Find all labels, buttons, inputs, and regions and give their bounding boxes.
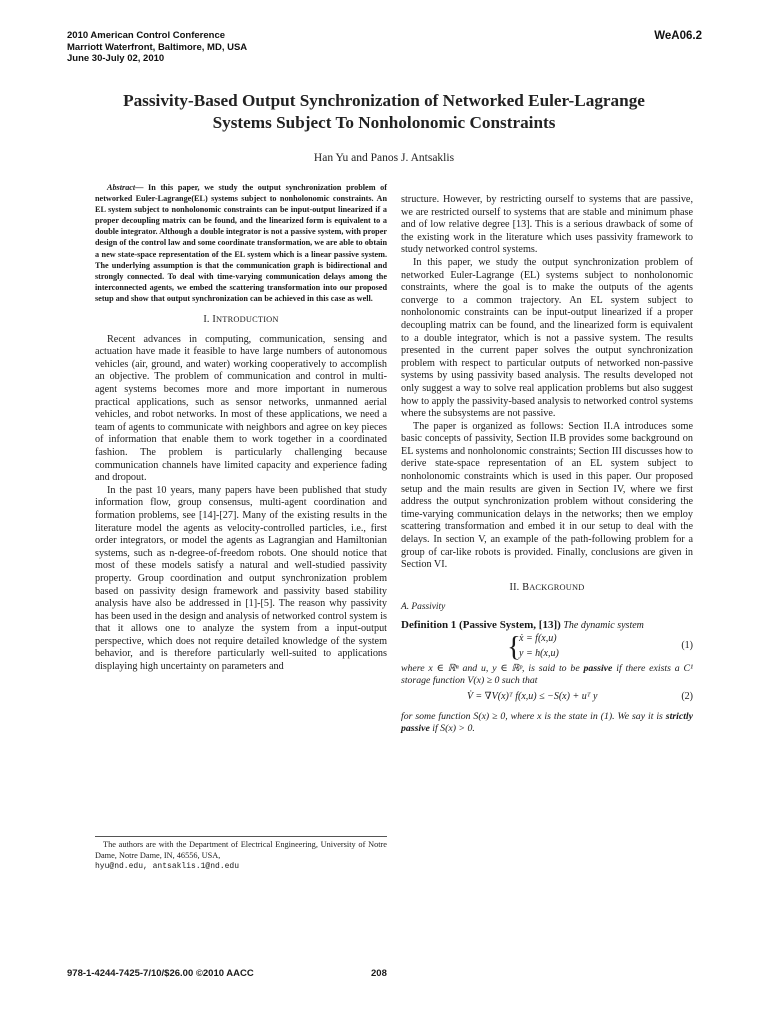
intro-paragraph-4: In this paper, we study the output synchronization problem of networked Euler-Lagrange (EL) systems subject to nonholonomic constraints, where the goal is to make the outputs of the agents converge to a common trajectory. An EL system subject to nonholonomic constraints can be input-output linearized if a proper decoupling matrix can be found, and the linearized form is equivalent to a double integrator, which is not a passive system. The results presented in the current paper solves the output synchronization problem with respect to particular outputs of networked non-passive systems by using passivity based analysis. The results developed not only suggest a way to solve real application problems but also suggest how to apply the passivity-based analysis to networked control systems where the subsystems are not passive. [401,256,693,420]
definition-1 [401,618,693,633]
title-line-2: Systems Subject To Nonholonomic Constraints [212,113,556,132]
equation-2 [401,691,693,707]
section-heading-introduction [95,314,387,327]
page-number: 208 [371,968,387,979]
equation-2-body: V̇ = ∇V(x)ᵀ f(x,u) ≤ −S(x) + uᵀ y [467,691,598,702]
equation-1 [401,630,693,663]
passivity-condition [401,663,693,687]
definition-label: Definition 1 (Passive System, [13]) [401,619,561,631]
equation-1-line-1: ẋ = f(x,u) [519,632,557,644]
section-numeral: II. [509,581,520,593]
section-heading-background [401,582,693,595]
intro-paragraph-3: structure. However, by restricting ourself to systems that are passive, we are restricted ourself to systems that are stable and minimum phase and of low relative degree [13]. This is a serious drawback of some of the existing work in the literature which uses passivity framework to study networked control systems. [401,194,693,256]
intro-paragraph-5: The paper is organized as follows: Section II.A introduces some basic concepts of passivity, Section II.B provides some background on EL systems and nonholonomic constraints; Section III discusses how to derive state-space representation of an EL system subject to nonholonomic constraints which is used in this paper. Our proposed setup and the main results are given in Section IV, where we first address the output synchronization problem without considering the time-varying communication delays in the networks; then we employ scattering transformation and embed it in our setup to deal with the delays. In section V, an example of the path-following problem for a group of car-like robots is provided. Finally, conclusions are given in Section VI. [401,420,693,571]
author-list: Han Yu and Panos J. Antsaklis [313,152,455,164]
equation-1-line-2: y = h(x,u) [519,647,559,659]
condition-text-a: where x ∈ ℝⁿ and u, y ∈ ℝᵖ, is said to be [401,662,584,674]
condition-text-b: if there exists a C¹ storage function V(x) ≥ 0 such that [401,662,694,686]
conference-venue: Marriott Waterfront, Baltimore, MD, USA [67,41,248,53]
equation-1-number: (1) [681,639,693,651]
isbn-copyright: 978-1-4244-7425-7/10/$26.00 ©2010 AACC [67,968,254,979]
equation-2-number: (2) [681,691,693,702]
conference-dates: June 30-July 02, 2010 [67,53,165,64]
intro-paragraph-1: Recent advances in computing, communication, sensing and actuation have made it feasible to have large numbers of autonomous vehicles (air, ground, and water) working cooperatively to accomplish an objective. The problem of communication and control in multi-agent systems becomes more and more important in numerous practical applications, such as sensor networks, unmanned aerial vehicles, and robot networks. In most of these applications, we need a team of agents to communicate with neighbors and agree on key pieces of information that enable them to work together in a coordinated fashion. The problem is particularly challenging because communication channels have limited capacity and experience fading and dropout. [95,333,387,484]
brace-symbol: { [507,630,521,663]
section-title-cap: B [522,581,530,593]
author-footnote [95,836,387,873]
right-column [401,194,693,735]
left-column [95,182,387,674]
strict-text-b: if S(x) > 0. [429,723,475,735]
footnote-text: The authors are with the Department of Electrical Engineering, University of Notre Dame, Notre Dame, IN, 46556, USA, [95,840,387,860]
conference-name: 2010 American Control Conference [67,30,226,41]
section-numeral: I. [203,314,210,326]
section-title-rest: NTRODUCTION [216,315,279,325]
abstract-text: — In this paper, we study the output synchronization problem of networked Euler-Lagrange(EL) systems subject to nonholonomic constraints. An EL system subject to nonholonomic constraints can be input-output linearized if a proper decoupling matrix can be found, and the linearized form is equivalent to a double integrator. Although a double integrator is not a passive system, with proper design of the control law and some coordinate transformation, we are able to obtain a new state-space representation of the EL system which is a linear passive system. The underlying assumption is that the communication graph is bidirectional and strongly connected. To deal with time-varying communication delays among the interconnected agents, we embed the scattering transformation into our proposed setup and show that output synchronization can be achieved in this case as well. [95,183,387,303]
intro-paragraph-2: In the past 10 years, many papers have been published that study information flow, group consensus, multi-agent coordination and formation problems, see [14]-[27]. Many of the existing results in the literature model the agents as velocity-controlled particles, i.e., first order integrators, or model the agents as Lagrangian and Hamiltonian systems, such as n-degree-of-freedom robots. One should notice that most of these models satisfy a natural and well-studied passivity property. Group coordination and output synchronization problem based on passivity design framework and passivity based stability analysis have also be addressed in [1]-[5]. The reason why passivity has been used in the design and analysis of networked control system is that it allows one to analyze the system from a input-output perspective, which does not require detailed knowledge of the system behavior, and is therefore particularly well-suited to applications displaying high uncertainty on parameters and [95,484,387,673]
paper-title [60,90,708,134]
title-line-1: Passivity-Based Output Synchronization of Networked Euler-Lagrange [123,91,645,110]
strictly-passive-term: strictly passive [401,711,693,735]
abstract-label: Abstract [107,183,136,192]
strict-text-a: for some function S(x) ≥ 0, where x is the state in (1). We say it is [401,711,666,722]
conference-info [67,30,247,65]
definition-intro: The dynamic system [563,620,644,631]
subsection-passivity: A. Passivity [401,602,446,613]
strict-passivity-note [401,711,693,735]
section-title-cap: I [212,314,216,326]
section-title-rest: ACKGROUND [529,582,585,592]
author-emails: hyu@nd.edu, antsaklis.1@nd.edu [95,862,240,872]
passive-term: passive [583,662,613,674]
abstract [95,182,387,304]
session-id: WeA06.2 [654,30,702,42]
